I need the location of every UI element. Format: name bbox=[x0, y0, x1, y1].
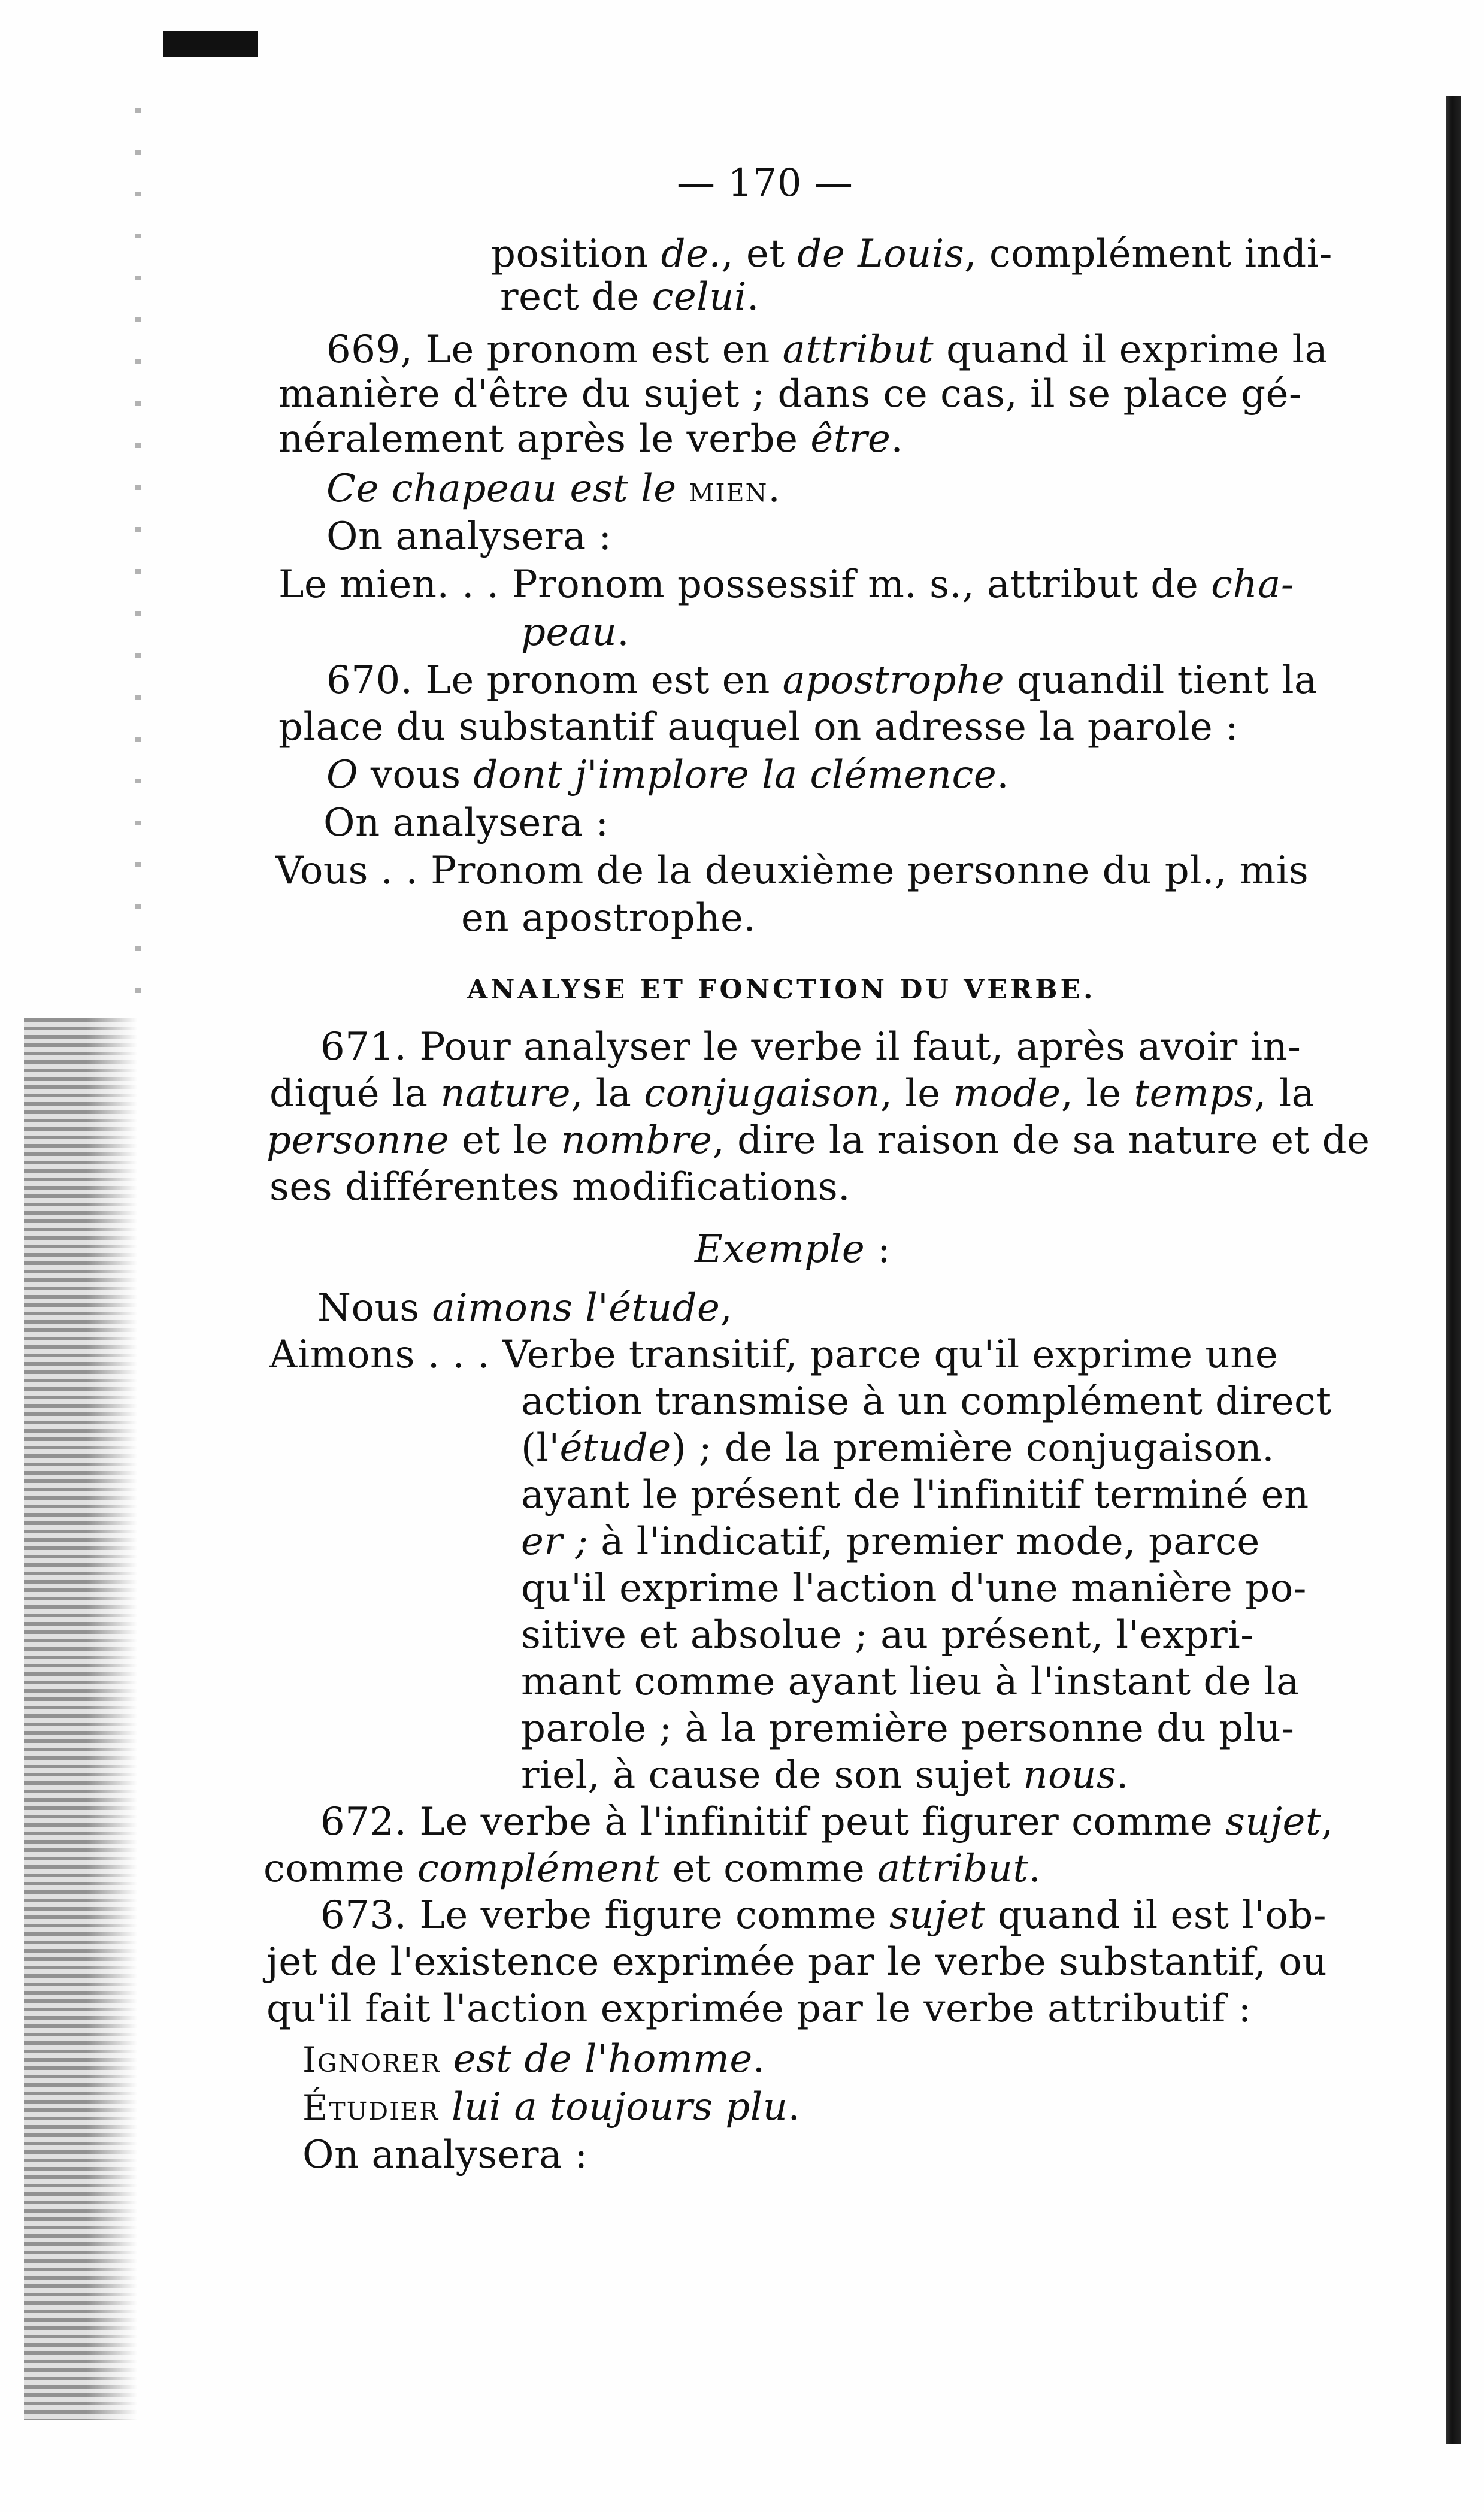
text-line bbox=[269, 1072, 1315, 1115]
text-line bbox=[264, 1847, 1041, 1890]
text-run: O bbox=[326, 753, 371, 797]
text-run: Le mien. . . Pronom possessif m. s., attribut de bbox=[278, 562, 1212, 607]
text-run: attribut bbox=[877, 1847, 1029, 1891]
text-run: lui a toujours plu bbox=[439, 2085, 788, 2129]
text-line bbox=[521, 1614, 1253, 1657]
text-run: temps bbox=[1134, 1072, 1254, 1116]
text-run: en apostrophe. bbox=[461, 896, 756, 940]
text-run: , bbox=[720, 1286, 733, 1330]
text-run: de Louis bbox=[797, 232, 965, 276]
text-run: est de l'homme bbox=[440, 2037, 753, 2081]
text-run: , et bbox=[721, 232, 798, 276]
text-run: mode bbox=[953, 1072, 1061, 1116]
text-run: sujet bbox=[1225, 1800, 1322, 1844]
text-run: , le bbox=[880, 1072, 953, 1116]
text-run: mant comme ayant lieu à l'instant de la bbox=[521, 1660, 1300, 1704]
text-line bbox=[269, 1333, 1278, 1376]
text-run: ses différentes modifications. bbox=[269, 1165, 850, 1209]
text-run: nous bbox=[1023, 1753, 1117, 1797]
text-line bbox=[521, 1707, 1294, 1750]
text-line bbox=[320, 1800, 1334, 1844]
text-line bbox=[326, 753, 1009, 797]
text-run: dont j'implore la clémence bbox=[461, 753, 997, 797]
text-run: 670. Le pronom est en bbox=[326, 658, 783, 703]
text-run: parole ; à la première personne du plu- bbox=[521, 1706, 1295, 1751]
text-run: nature bbox=[440, 1072, 571, 1116]
text-run: action transmise à un complément direct bbox=[521, 1379, 1332, 1424]
text-run: riel, à cause de son sujet bbox=[521, 1753, 1023, 1797]
text-run: être bbox=[810, 417, 891, 461]
text-run: . bbox=[746, 275, 759, 319]
text-run: , dire la raison de sa nature et de bbox=[712, 1118, 1370, 1163]
text-run: personne bbox=[266, 1118, 450, 1163]
text-run: étude bbox=[559, 1426, 671, 1470]
text-run: attribut bbox=[782, 328, 934, 372]
text-line bbox=[326, 467, 780, 511]
text-run: ANALYSE ET FONCTION DU VERBE. bbox=[467, 974, 1096, 1005]
text-run: celui bbox=[652, 275, 747, 319]
text-run: Ce chapeau est le bbox=[326, 467, 689, 511]
text-line bbox=[269, 1166, 850, 1209]
text-run: : bbox=[865, 1227, 891, 1272]
text-run: 673. Le verbe figure comme bbox=[320, 1893, 889, 1938]
text-run: complément bbox=[417, 1847, 660, 1891]
text-line bbox=[521, 1520, 1260, 1563]
text-line bbox=[302, 2133, 588, 2177]
text-run: comme bbox=[264, 1847, 417, 1891]
text-run: Nous bbox=[317, 1286, 432, 1330]
text-run: de. bbox=[661, 232, 722, 276]
text-run: , bbox=[1321, 1800, 1334, 1844]
text-line bbox=[521, 1567, 1307, 1610]
text-line bbox=[521, 611, 629, 654]
text-run: conjugaison bbox=[644, 1072, 880, 1116]
text-run: vous bbox=[370, 753, 461, 797]
text-run: sujet bbox=[889, 1893, 985, 1938]
text-run: à l'indicatif, premier mode, parce bbox=[588, 1520, 1260, 1564]
text-run: manière d'être du sujet ; dans ce cas, il se place gé- bbox=[278, 372, 1303, 416]
text-line bbox=[521, 1660, 1300, 1703]
text-run: et comme bbox=[659, 1847, 878, 1891]
text-run: Étudier bbox=[302, 2087, 440, 2128]
text-run: quandil tient la bbox=[1004, 658, 1318, 703]
text-run: cha- bbox=[1211, 562, 1294, 607]
text-run: ayant le présent de l'infinitif terminé en bbox=[521, 1473, 1309, 1517]
text-run: , la bbox=[571, 1072, 644, 1116]
text-run: . bbox=[788, 2085, 801, 2129]
text-run: Vous . . Pronom de la deuxième personne du pl., mis bbox=[275, 849, 1309, 893]
text-run: quand il est l'ob- bbox=[985, 1893, 1326, 1938]
text-run: , complément indi- bbox=[964, 232, 1332, 276]
text-run: , la bbox=[1254, 1072, 1315, 1116]
text-run: . bbox=[768, 467, 781, 511]
text-run: Aimons . . . Verbe transitif, parce qu'il exprime une bbox=[269, 1333, 1279, 1377]
text-run: . bbox=[997, 753, 1010, 797]
text-run: qu'il fait l'action exprimée par le verbe attributif : bbox=[266, 1987, 1252, 2031]
text-run: diqué la bbox=[269, 1072, 441, 1116]
text-run: ) ; de la première conjugaison. bbox=[671, 1426, 1275, 1470]
text-run: apostrophe bbox=[782, 658, 1005, 703]
text-run: 671. Pour analyser le verbe il faut, après avoir in- bbox=[320, 1025, 1301, 1069]
text-run: . bbox=[891, 417, 904, 461]
text-run: jet de l'existence exprimée par le verbe substantif, ou bbox=[266, 1940, 1328, 1984]
text-line bbox=[266, 1987, 1252, 2030]
text-line bbox=[302, 2086, 800, 2129]
text-line bbox=[317, 1287, 732, 1330]
text-line bbox=[278, 373, 1302, 416]
text-run: peau bbox=[521, 610, 617, 655]
text-run: . bbox=[752, 2037, 765, 2081]
text-run: rect de bbox=[500, 275, 652, 319]
text-run: . bbox=[1116, 1753, 1129, 1797]
text-line bbox=[278, 706, 1238, 749]
text-run: néralement après le verbe bbox=[278, 417, 811, 461]
text-run: er ; bbox=[521, 1520, 589, 1564]
text-run: , le bbox=[1061, 1072, 1134, 1116]
text-line bbox=[695, 1228, 891, 1271]
text-run: quand il exprime la bbox=[934, 328, 1328, 372]
text-run: On analysera : bbox=[326, 514, 612, 559]
text-line bbox=[278, 417, 903, 461]
text-run: sitive et absolue ; au présent, l'expri- bbox=[521, 1613, 1254, 1657]
text-line bbox=[521, 1380, 1332, 1423]
text-line bbox=[278, 563, 1294, 606]
text-run: . bbox=[617, 610, 630, 655]
text-run: 672. Le verbe à l'infinitif peut figurer comme bbox=[320, 1800, 1226, 1844]
text-line bbox=[521, 1427, 1274, 1470]
text-run: Ignorer bbox=[302, 2039, 441, 2080]
text-run: On analysera : bbox=[302, 2133, 588, 2177]
text-run: (l' bbox=[521, 1426, 560, 1470]
text-line bbox=[302, 2038, 765, 2081]
text-line bbox=[320, 1894, 1326, 1937]
text-line bbox=[266, 1119, 1370, 1162]
text-run: et le bbox=[449, 1118, 561, 1163]
text-run: mien bbox=[689, 469, 768, 510]
text-run: aimons l'étude bbox=[432, 1286, 720, 1330]
text-line bbox=[266, 1941, 1327, 1984]
text-run: . bbox=[1028, 1847, 1041, 1891]
text-line bbox=[521, 1754, 1129, 1797]
text-run: On analysera : bbox=[323, 801, 609, 845]
text-run: 669, Le pronom est en bbox=[326, 328, 783, 372]
text-run: position bbox=[491, 232, 661, 276]
text-line bbox=[320, 1025, 1301, 1069]
text-line bbox=[467, 964, 1095, 1012]
text-run: nombre bbox=[561, 1118, 713, 1163]
text-line bbox=[491, 232, 1332, 276]
text-line bbox=[521, 1473, 1309, 1517]
text-line bbox=[323, 801, 609, 845]
text-run: Exemple bbox=[695, 1227, 865, 1272]
text-line bbox=[275, 849, 1309, 892]
text-line bbox=[461, 897, 756, 940]
text-run: qu'il exprime l'action d'une manière po- bbox=[521, 1566, 1307, 1611]
text-run: place du substantif auquel on adresse la parole : bbox=[278, 705, 1239, 749]
text-line bbox=[326, 659, 1318, 702]
page-number: — 170 — bbox=[677, 161, 853, 205]
text-line bbox=[326, 515, 612, 558]
text-line bbox=[500, 276, 759, 319]
text-line bbox=[326, 328, 1328, 371]
